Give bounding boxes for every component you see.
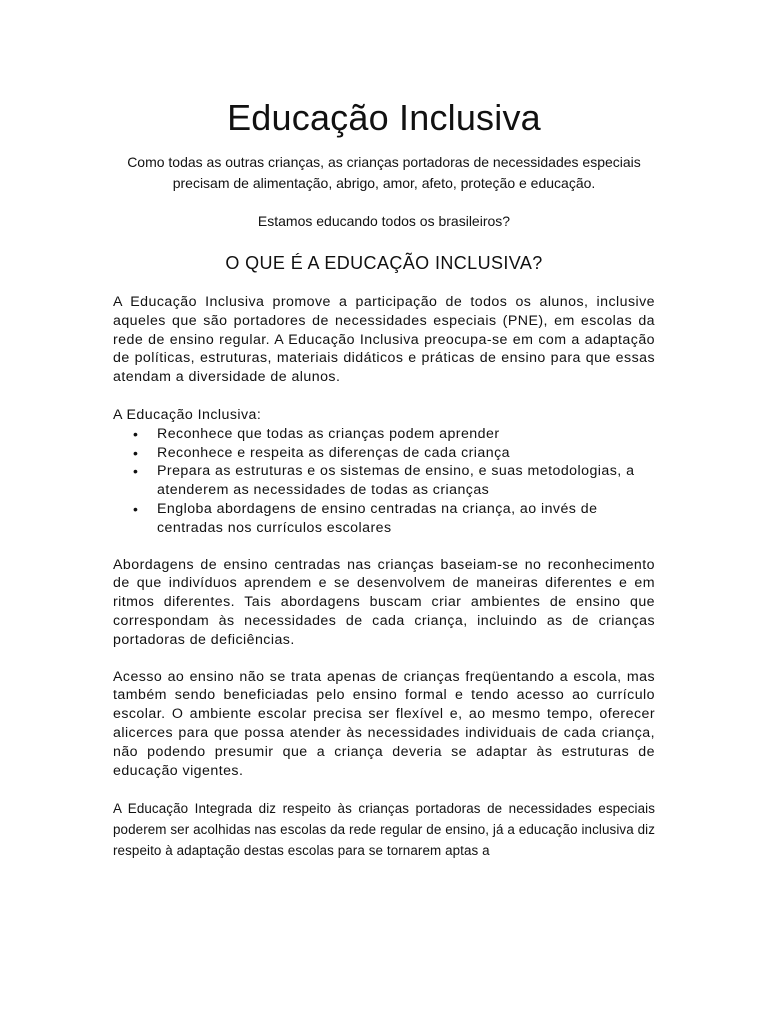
list-item [133, 425, 655, 444]
bullet-icon: • [133, 425, 139, 442]
paragraph-2: Abordagens de ensino centradas nas crianças baseiam-se no reconhecimento de que indivíduos aprendem e se desenvolvem de maneiras diferentes e em ritmos diferentes. Tais abordagens buscam criar ambientes de ensino que correspondam às necessidades de cada criança, incluindo as de crianças portadoras de deficiências. [113, 556, 655, 648]
document-page [113, 96, 655, 861]
section-heading: O QUE É A EDUCAÇÃO INCLUSIVA? [225, 253, 543, 273]
paragraph-3: Acesso ao ensino não se trata apenas de crianças freqüentando a escola, mas também sendo beneficiadas pelo ensino formal e tendo acesso ao currículo escolar. O ambiente escolar precisa ser flexível e, ao mesmo tempo, oferecer alicerces para que possa atender às necessidades individuais de cada criança, não podendo presumir que a criança deveria se adaptar às estruturas de educação vigentes. [113, 668, 655, 779]
list-item [133, 444, 655, 463]
list-item [133, 462, 655, 500]
paragraph-4: A Educação Integrada diz respeito às crianças portadoras de necessidades especiais poderem ser acolhidas nas escolas da rede regular de ensino, já a educação inclusiva diz respeito à adaptação destas escolas para se tornarem aptas a [113, 801, 655, 859]
list-item-text: Engloba abordagens de ensino centradas na criança, ao invés de centradas nos currículos escolares [157, 500, 598, 536]
list-item-text: Prepara as estruturas e os sistemas de ensino, e suas metodologias, a atenderem as necessidades de todas as crianças [157, 463, 635, 499]
list-item-text: Reconhece que todas as crianças podem aprender [157, 425, 500, 442]
paragraph-1: A Educação Inclusiva promove a participação de todos os alunos, inclusive aqueles que são portadores de necessidades especiais (PNE), em escolas da rede de ensino regular. A Educação Inclusiva preocupa-se em com a adaptação de políticas, estruturas, materiais didáticos e práticas de ensino para que essas atendam a diversidade de alunos. [113, 294, 655, 386]
feature-list [113, 425, 655, 538]
list-intro: A Educação Inclusiva: [113, 406, 262, 423]
page-title: Educação Inclusiva [227, 97, 541, 138]
bullet-icon: • [133, 463, 139, 480]
question-text: Estamos educando todos os brasileiros? [257, 213, 511, 229]
bullet-icon: • [133, 500, 139, 517]
bullet-icon: • [133, 444, 139, 461]
intro-text: Como todas as outras crianças, as crianças portadoras de necessidades especiais precisam de alimentação, abrigo, amor, afeto, proteção e educação. [127, 154, 641, 191]
list-item-text: Reconhece e respeita as diferenças de cada criança [157, 444, 510, 461]
list-item [133, 500, 655, 538]
